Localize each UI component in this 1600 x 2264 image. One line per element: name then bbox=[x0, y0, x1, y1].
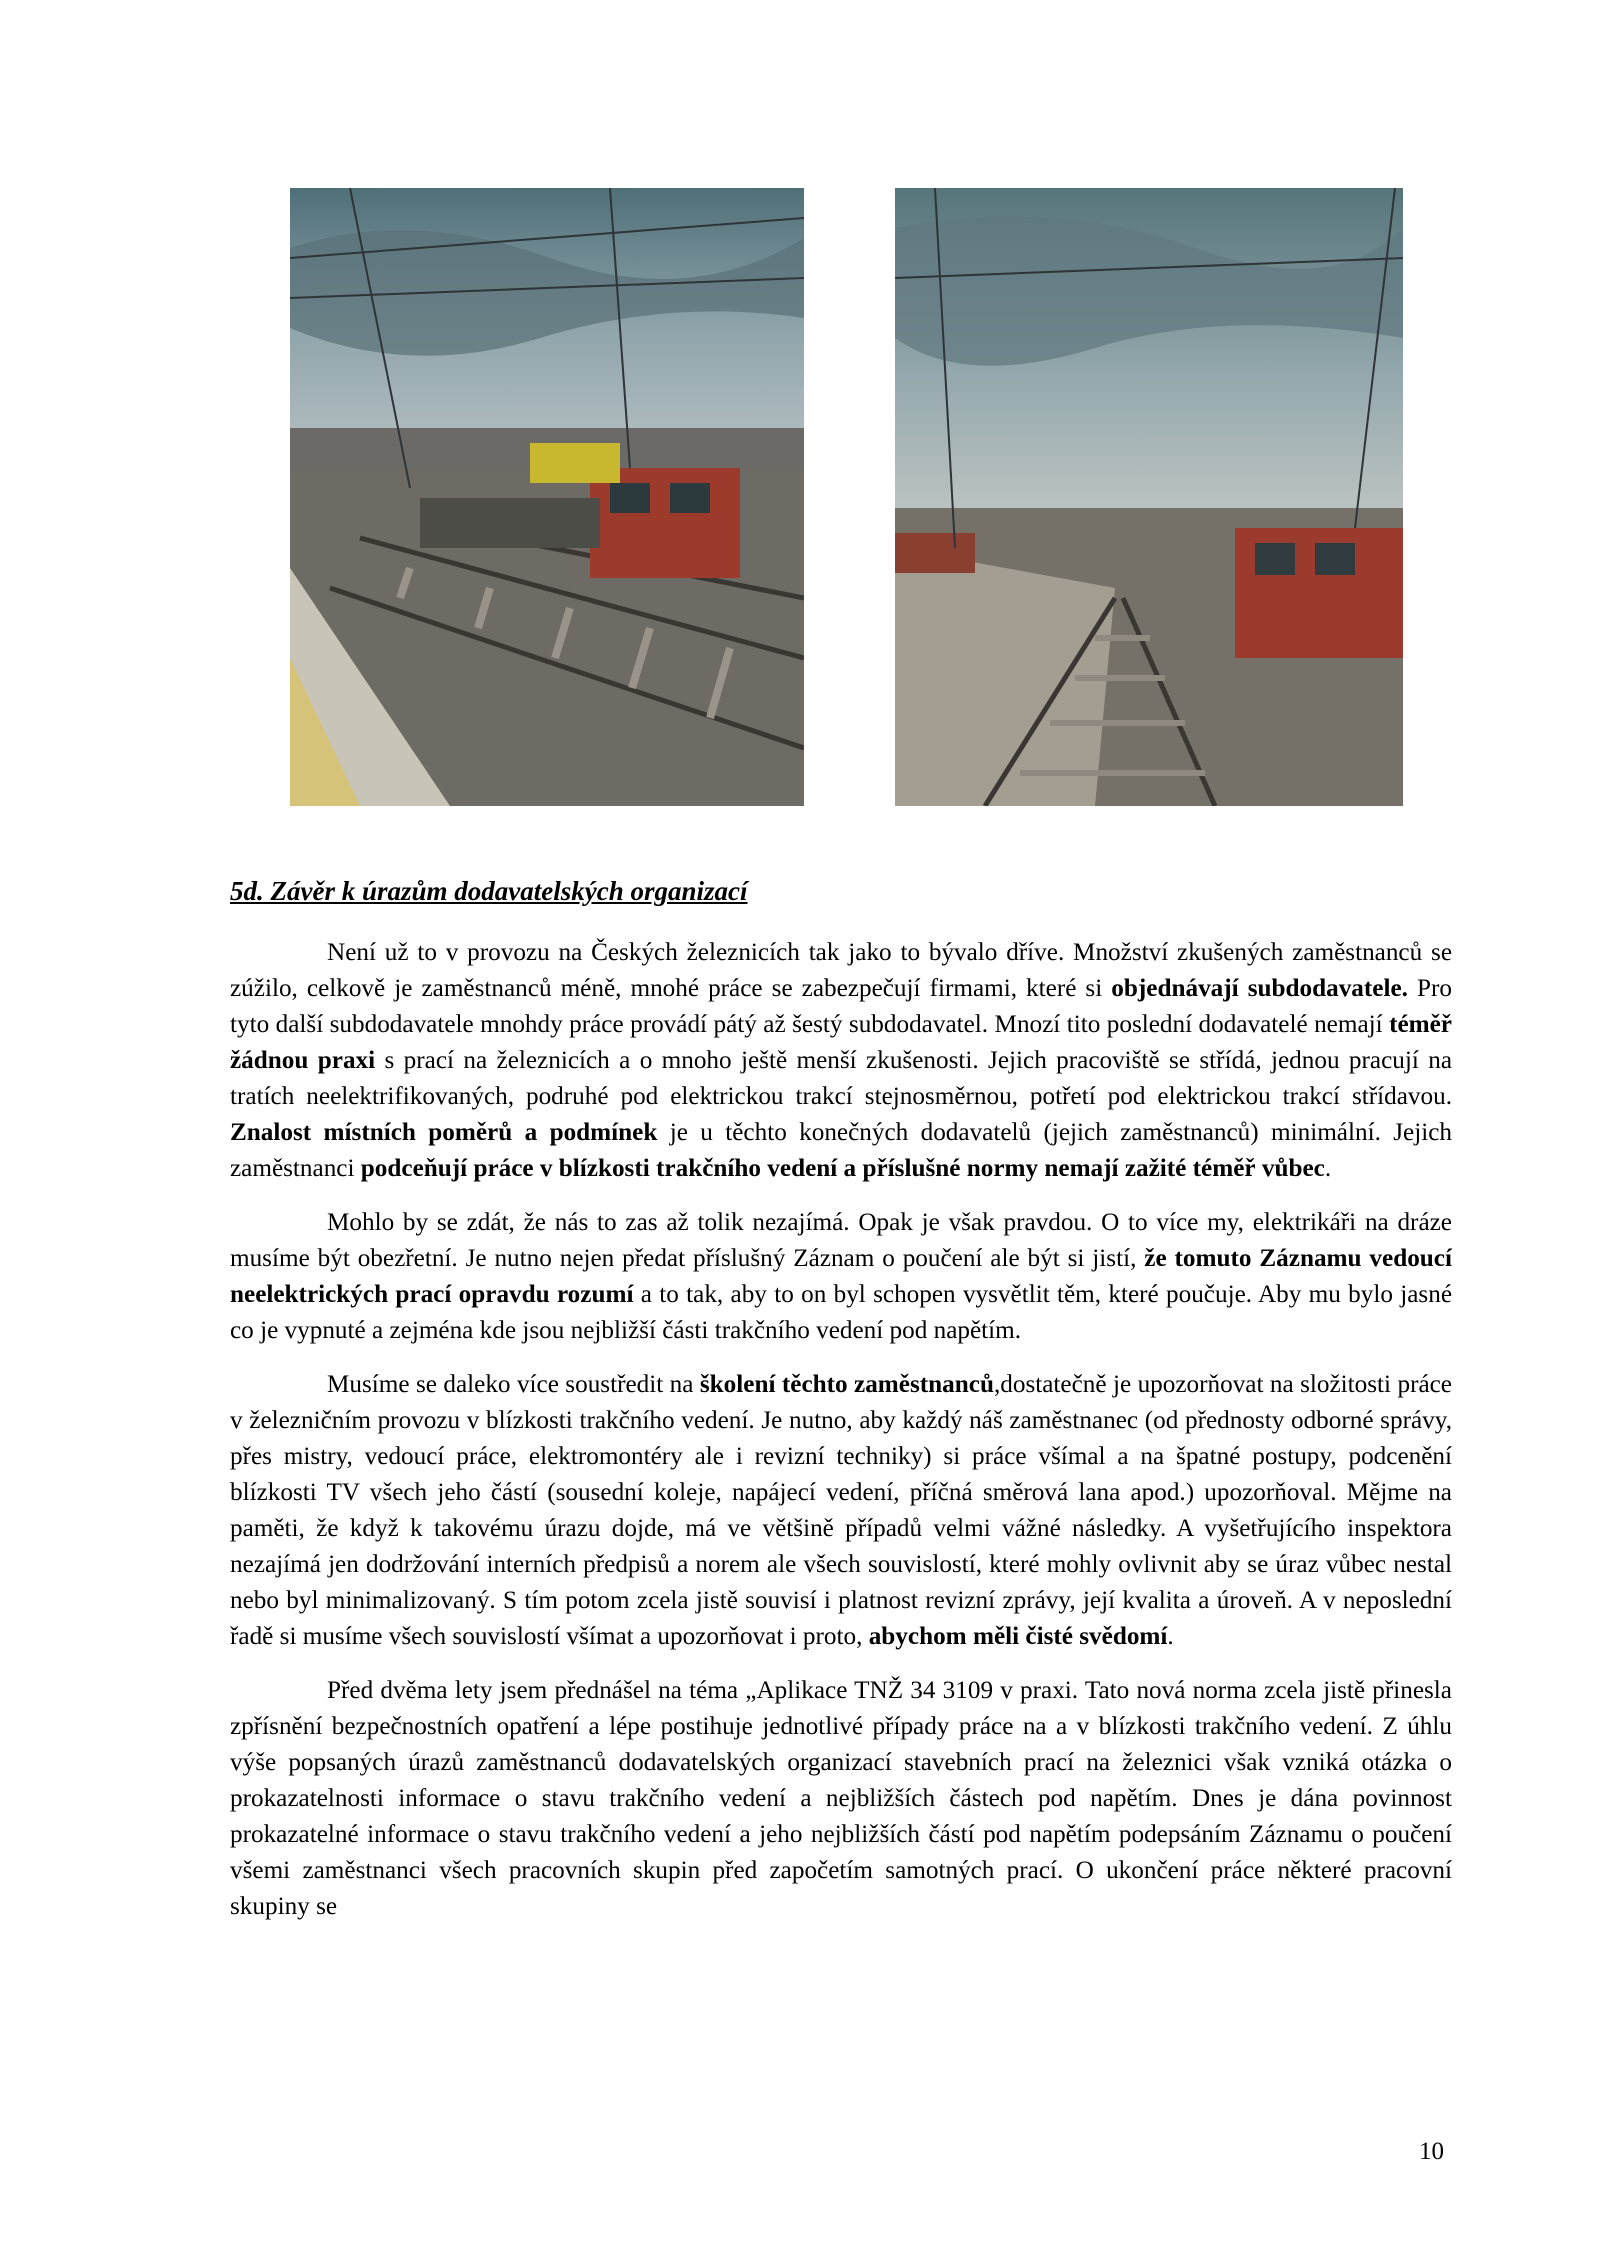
bold-text: abychom měli čisté svědomí bbox=[868, 1623, 1168, 1650]
railway-photo-right bbox=[895, 188, 1403, 806]
page-number: 10 bbox=[1419, 2138, 1444, 2165]
bold-text: téměř žádnou praxi bbox=[230, 1011, 1452, 1074]
bold-text: objednávají subdodavatele. bbox=[1111, 975, 1408, 1002]
text-run: . bbox=[1167, 1623, 1174, 1650]
railway-scene-left-illustration bbox=[290, 188, 804, 806]
bold-text: školení těchto zaměstnanců bbox=[699, 1371, 994, 1398]
paragraph bbox=[230, 1673, 1452, 1925]
text-run: . bbox=[1324, 1155, 1332, 1182]
bold-text: Znalost místních poměrů a podmínek bbox=[230, 1119, 658, 1146]
paragraph bbox=[230, 935, 1452, 1187]
section-heading: 5d. Závěr k úrazům dodavatelských organizací bbox=[230, 876, 748, 906]
text-run: s prací na železnicích a o mnoho ještě menší zkušenosti. Jejich pracoviště se střídá, jednou pracují na tratích neelektrifikovaných, podruhé pod elektrickou trakcí stejnosměrnou, potřetí pod elektrickou trakcí střídavou. bbox=[230, 1047, 1452, 1110]
text-run: Před dvěma lety jsem přednášel na téma „Aplikace TNŽ 34 3109 v praxi. Tato nová norma zcela jistě přinesla zpřísnění bezpečnostních opatření a lépe postihuje jednotlivé případy práce na a v blízkosti trakčního vedení. Z úhlu výše popsaných úrazů zaměstnanců dodavatelských organizací stavebních prací na železnici však vzniká otázka o prokazatelnosti informace o stavu trakčního vedení a nejbližších částech pod napětím. Dnes je dána povinnost prokazatelné informace o stavu trakčního vedení a jeho nejbližších částí pod napětím podepsáním Záznamu o poučení všemi zaměstnanci všech pracovních skupin před započetím samotných prací. O ukončení práce některé pracovní skupiny se bbox=[230, 1677, 1452, 1920]
text-run: ,dostatečně je upozorňovat na složitosti práce v železničním provozu v blízkosti trakčního vedení. Je nutno, aby každý náš zaměstnanec (od přednosty odborné správy, přes mistry, vedoucí práce, elektromontéry ale i revizní techniky) si práce všímal a na špatné postupy, podcenění blízkosti TV všech jeho částí (sousední koleje, napájecí vedení, příčná směrová lana apod.) upozorňoval. Mějme na paměti, že když k takovému úrazu dojde, má ve většině případů velmi vážné následky. A vyšetřujícího inspektora nezajímá jen dodržování interních předpisů a norem ale všech souvislostí, které mohly ovlivnit aby se úraz vůbec nestal nebo byl minimalizovaný. S tím potom zcela jistě souvisí i platnost revizní zprávy, její kvalita a úroveň. A v neposlední řadě si musíme všech souvislostí všímat a upozorňovat i proto, bbox=[230, 1371, 1452, 1650]
text-run: Není už to v provozu na Českých železnicích tak jako to bývalo dříve. Množství zkušených zaměstnanců se zúžilo, celkově je zaměstnanců méně, mnohé práce se zabezpečují firmami, které si bbox=[230, 939, 1452, 1002]
railway-photo-left bbox=[290, 188, 804, 806]
bold-text: podceňují práce v blízkosti trakčního vedení a příslušné normy nemají zažité téměř vůbec bbox=[360, 1155, 1325, 1182]
article-body bbox=[230, 935, 1452, 1943]
text-run: Pro tyto další subdodavatele mnohdy práce provádí pátý až šestý subdodavatel. Mnozí tito poslední dodavatelé nemají bbox=[230, 975, 1452, 1038]
railway-scene-right-illustration bbox=[895, 188, 1403, 806]
paragraph bbox=[230, 1205, 1452, 1349]
paragraph bbox=[230, 1367, 1452, 1655]
bold-text: že tomuto Záznamu vedoucí neelektrických prací opravdu rozumí bbox=[230, 1245, 1452, 1308]
text-run: a to tak, aby to on byl schopen vysvětlit těm, které poučuje. Aby mu bylo jasné co je vypnuté a zejména kde jsou nejbližší části trakčního vedení pod napětím. bbox=[230, 1281, 1452, 1344]
text-run: Mohlo by se zdát, že nás to zas až tolik nezajímá. Opak je však pravdou. O to více my, elektrikáři na dráze musíme být obezřetní. Je nutno nejen předat příslušný Záznam o poučení ale být si jistí, bbox=[230, 1209, 1452, 1272]
text-run: Musíme se daleko více soustředit na bbox=[327, 1371, 700, 1398]
text-run: je u těchto konečných dodavatelů (jejich zaměstnanců) minimální. Jejich zaměstnanci bbox=[230, 1119, 1452, 1182]
